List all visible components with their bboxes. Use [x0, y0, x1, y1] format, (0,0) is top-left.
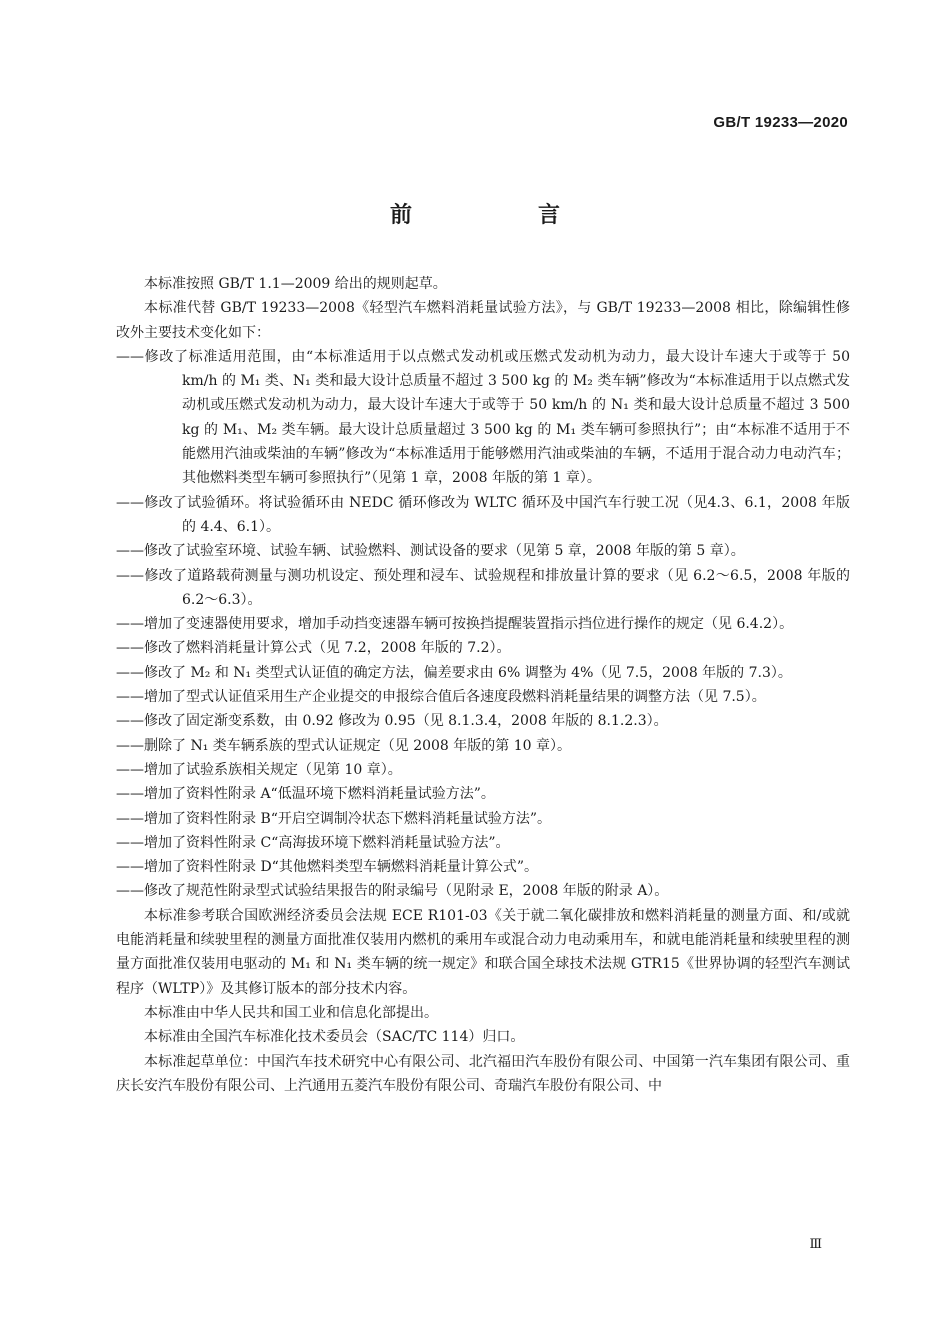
paragraph: 本标准按照 GB/T 1.1—2009 给出的规则起草。 — [144, 276, 447, 292]
change-item: ——增加了变速器使用要求，增加手动挡变速器车辆可按换挡提醒装置指示挡位进行操作的规定（见 6.4.2）。 — [116, 616, 794, 633]
paragraph: 本标准参考联合国欧洲经济委员会法规 ECE R101-03《关于就二氧化碳排放和燃料消耗量的测量方面、和/或就电能消耗量和续驶里程的测量方面批准仅装用内燃机的乘用车或混合动力电动乘用车，和就电能消耗量和续驶里程的测量方面批准仅装用电驱动的 M₁ 和 N₁ 类车辆的统一规定》和联合国全球技术法规 GTR15《世界协调的轻型汽车测试程序（WLTP）》及其修订版本的部分技术内容。 — [116, 907, 850, 997]
paragraph: 本标准由中华人民共和国工业和信息化部提出。 — [144, 1004, 438, 1021]
change-item: ——修改了标准适用范围，由“本标准适用于以点燃式发动机或压燃式发动机为动力，最大设计车速大于或等于 50 km/h 的 M₁ 类、N₁ 类和最大设计总质量不超过 3 500 kg 的 M₂ 类车辆”修改为“本标准适用于以点燃式发动机或压燃式发动机为动力，最大设计车速大于或等于 50 km/h 的 N₁ 类和最大设计总质量不超过 3 500 kg 的 M₁、M₂ 类车辆。最大设计总质量超过 3 500 kg 的 M₁ 类车辆可参照执行”；由“本标准不适用于不能燃用汽油或柴油的车辆”修改为“本标准适用于能够燃用汽油或柴油的车辆，不适用于混合动力电动汽车；其他燃料类型车辆可参照执行”（见第 1 章，2008 年版的第 1 章）。 — [116, 348, 850, 487]
paragraph: 本标准由全国汽车标准化技术委员会（SAC/TC 114）归口。 — [144, 1029, 525, 1046]
page-title: 前 言 — [389, 203, 612, 228]
paragraph: 本标准代替 GB/T 19233—2008《轻型汽车燃料消耗量试验方法》，与 GB/T 19233—2008 相比，除编辑性修改外主要技术变化如下： — [116, 300, 850, 341]
change-item: ——修改了燃料消耗量计算公式（见 7.2，2008 年版的 7.2）。 — [116, 640, 511, 657]
paragraph: 本标准起草单位：中国汽车技术研究中心有限公司、北汽福田汽车股份有限公司、中国第一汽车集团有限公司、重庆长安汽车股份有限公司、上汽通用五菱汽车股份有限公司、奇瑞汽车股份有限公司、中 — [116, 1053, 850, 1094]
change-item: ——增加了资料性附录 D“其他燃料类型车辆燃料消耗量计算公式”。 — [116, 859, 538, 876]
document-body — [116, 272, 850, 1098]
change-item: ——增加了资料性附录 A“低温环境下燃料消耗量试验方法”。 — [116, 786, 495, 803]
change-item: ——修改了 M₂ 和 N₁ 类型式认证值的确定方法，偏差要求由 6% 调整为 4%（见 7.5，2008 年版的 7.3）。 — [116, 664, 792, 681]
change-item: ——删除了 N₁ 类车辆系族的型式认证规定（见 2008 年版的第 10 章）。 — [116, 737, 572, 754]
page-number: Ⅲ — [809, 1237, 822, 1252]
change-item: ——修改了试验循环。将试验循环由 NEDC 循环修改为 WLTC 循环及中国汽车行驶工况（见4.3、6.1，2008 年版的 4.4、6.1）。 — [116, 494, 850, 535]
change-item: ——修改了道路载荷测量与测功机设定、预处理和浸车、试验规程和排放量计算的要求（见 6.2～6.5，2008 年版的 6.2～6.3）。 — [116, 567, 850, 608]
standard-code: GB/T 19233—2020 — [713, 114, 848, 131]
change-item: ——增加了型式认证值采用生产企业提交的申报综合值后各速度段燃料消耗量结果的调整方法（见 7.5）。 — [116, 689, 766, 706]
change-item: ——修改了试验室环境、试验车辆、试验燃料、测试设备的要求（见第 5 章，2008 年版的第 5 章）。 — [116, 543, 745, 560]
change-item: ——增加了资料性附录 C“高海拔环境下燃料消耗量试验方法”。 — [116, 834, 510, 851]
change-item: ——增加了试验系族相关规定（见第 10 章）。 — [116, 761, 402, 778]
change-item: ——修改了规范性附录型式试验结果报告的附录编号（见附录 E，2008 年版的附录 A）。 — [116, 883, 669, 900]
change-item: ——修改了固定渐变系数，由 0.92 修改为 0.95（见 8.1.3.4，2008 年版的 8.1.2.3）。 — [116, 713, 668, 730]
change-item: ——增加了资料性附录 B“开启空调制冷状态下燃料消耗量试验方法”。 — [116, 810, 552, 827]
